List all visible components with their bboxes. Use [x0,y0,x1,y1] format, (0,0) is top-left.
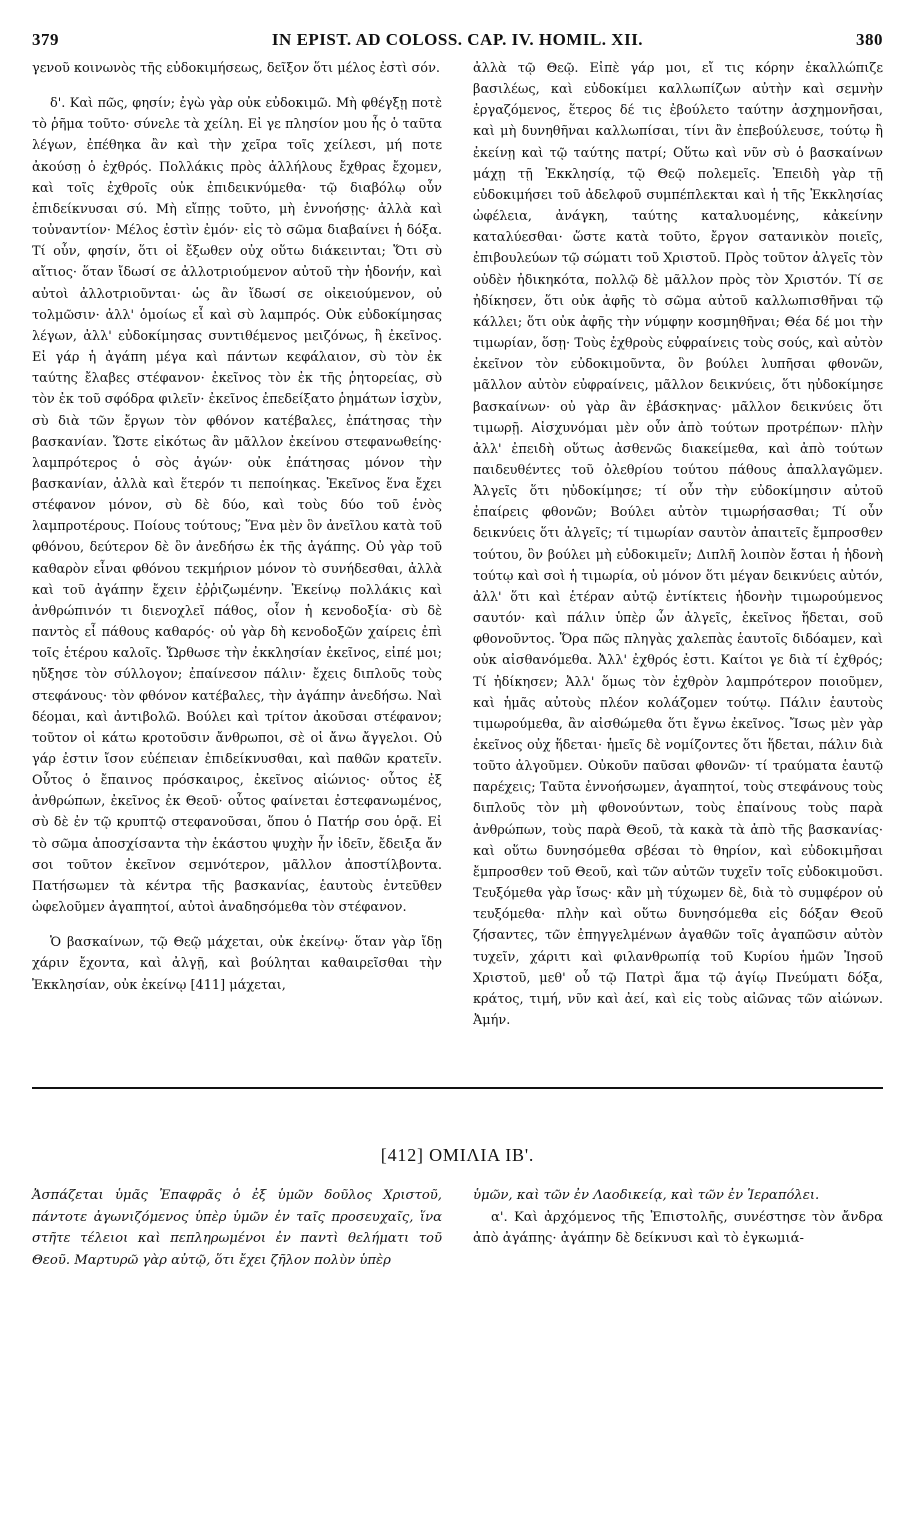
homily-columns [32,1185,883,1271]
scripture-lemma: Ἀσπάζεται ὑμᾶς Ἐπαφρᾶς ὁ ἐξ ὑμῶν δοῦλος Χριστοῦ, πάντοτε ἀγωνιζόμενος ὑπὲρ ὑμῶν ἐν ταῖς προσευχαῖς, ἵνα στῆτε τέλειοι καὶ πεπληρωμένοι ἐν παντὶ θελήματι τοῦ Θεοῦ. Μαρτυρῶ γὰρ αὐτῷ, ὅτι ἔχει ζῆλον πολὺν ὑπὲρ [32,1188,442,1268]
paragraph: γενοῦ κοινωνὸς τῆς εὐδοκιμήσεως, δεῖξον ὅτι μέλος ἐστὶ σόν. [32,61,440,76]
homily-left-column [32,1185,442,1271]
page-number-left: 379 [32,30,59,49]
section-divider [32,1087,883,1089]
main-columns [32,58,883,1031]
right-column [473,58,883,1031]
homily-opening-paragraph: α'. Καὶ ἀρχόμενος τῆς Ἐπιστολῆς, συνέστησε τὸν ἄνδρα ἀπὸ ἀγάπης· ἀγάπην δὲ δείκνυσι καὶ τὸ ἐγκωμιά- [473,1209,883,1247]
left-column [32,58,442,1031]
paragraph: δ'. Καὶ πῶς, φησίν; ἐγὼ γὰρ οὐκ εὐδοκιμῶ. Μὴ φθέγξῃ ποτὲ τὸ ῥῆμα τοῦτο· σύνελε τὰ χείλη. Εἰ γε πλησίον μου ἧς ὁ ταῦτα λέγων, ἐπέθηκα ἂν καὶ τὴν χεῖρα τοῖς χείλεσι, μή ποτε ἀκούσῃ ὁ ἐχθρός. Πολλάκις πρὸς ἀλλήλους ἔχθρας ἔχομεν, καὶ τοῖς ἐχθροῖς οὐκ ἐπιδεικνύμεθα· τῷ διαβόλῳ οὖν ἐπιδείκνυσαι σύ. Μὴ εἴπῃς τοῦτο, μὴ ἐννοήσῃς· ἀλλὰ καὶ τοὐναντίον· Μέλος ἐστὶν ἐμόν· εἰς τὸ σῶμα διαβαίνει ἡ δόξα. Τί οὖν, φησίν, ὅτι οἱ ἔξωθεν οὐχ οὕτω διάκεινται; Ὅτι σὺ αἴτιος· ὅταν ἴδωσί σε ἀλλοτριούμενον αὐτοῦ τὴν ἡδονήν, καὶ αὐτοὶ ἀλλοτριοῦνται· ὡς ἂν ἴδωσί σε οἰκειούμενον, οὐ τολμῶσιν· ἀλλ' ὁμοίως εἶ καὶ σὺ λαμπρός. Οὐκ εὐδοκίμησας λέγων, ἀλλ' εὐδοκίμησας συντιθέμενος μειζόνως, ἢ ἐκεῖνος. Εἰ γάρ ἡ ἀγάπη μέγα καὶ πάντων κεφάλαιον, σὺ τὸν ἐκ ταύτης ἔλαβες στέφανον· ἐκεῖνος τὸν ἐκ τῆς ῥητορείας, σὺ τὸν ἐκ τοῦ σφόδρα φιλεῖν· ἐκεῖνος ἐπεδείξατο ῥημάτων ἰσχὺν, σὺ διὰ τῶν ἔργων τὸν φθόνον κατέβαλες, ἐπάτησας τὴν βασκανίαν. Ὥστε εἰκότως ἂν μᾶλλον ἐκείνου στεφανωθείης· λαμπρότερος ὁ σὸς ἀγών· οὐκ ἐπάτησας μόνον τὴν βασκανίαν, ἀλλὰ καὶ ἕτερόν τι πεποίηκας. Ἐκεῖνος ἕνα ἔχει στέφανον μόνον, σὺ δὲ δύο, καὶ τοὺς δύο τοῦ ἑνὸς λαμπροτέρους. Ποίους τούτους; Ἕνα μὲν ὃν ἀνεῖλου κατὰ τοῦ φθόνου, δεύτερον δὲ ὃν ἀνεδήσω ἐκ τῆς ἀγάπης. Οὐ γὰρ τοῦ καθαρὸν εἶναι φθόνου τεκμήριον μόνον τὸ συνήδεσθαι, ἀλλὰ καὶ τοῦ ἀγάπην ἔχειν ἐῤῥιζωμένην. Ἐκείνῳ πολλάκις καὶ ἀνθρώπινόν τι διενοχλεῖ πάθος, οἷον ἡ κενοδοξία· σὺ δὲ παντὸς εἶ πάθους καθαρός· οὐ γὰρ δὴ κενοδοξῶν χαίρεις ἐπὶ τοῖς ἑτέρου καλοῖς. Ὤρθωσε τὴν ἐκκλησίαν ἐκεῖνος, εἰπέ μοι; ηὔξησε τὸν σύλλογον; ἐπαίνεσον πάλιν· ἔχεις διπλοῦς τοὺς στεφάνους· τὸν φθόνον κατέβαλες, τὴν ἀγάπην ἀνεδήσω. Ναὶ δέομαι, καὶ ἀντιβολῶ. Βούλει καὶ τρίτον ἀκοῦσαι στέφανον; τοῦτον οἱ κάτω κροτοῦσιν ἄνθρωποι, σὲ οἱ ἄνω ἄγγελοι. Οὐ γάρ ἐστιν ἴσον εὐέπειαν ἐπιδείκνυσθαι, καὶ παθῶν κρατεῖν. Οὗτος ὁ ἔπαινος πρόσκαιρος, ἐκεῖνος αἰώνιος· οὗτος ἐξ ἀνθρώπων, ἐκεῖνος ἐκ Θεοῦ· οὗτος φαίνεται ἐστεφανωμένος, σὺ δὲ ἐν τῷ κρυπτῷ στεφανοῦσαι, ὅπου ὁ Πατήρ σου ὁρᾷ. Εἰ τὸ σῶμα ἀποσχίσαντα τὴν ἑκάστου ψυχὴν ἦν ἰδεῖν, ἔδειξα ἄν σοι τοῦτον ἐκεῖνον σεμνότερον, μᾶλλον ἀποστίλβοντα. Πατήσωμεν τὰ κέντρα τῆς βασκανίας, ἑαυτοὺς ἐντεῦθεν ὠφελοῦμεν ἀγαπητοί, αὐτοὶ ἀναδησόμεθα τὸν στέφανον. [32,96,443,916]
homily-right-column [473,1185,883,1271]
running-title: IN EPIST. AD COLOSS. CAP. IV. HOMIL. XII. [271,30,644,49]
homily-title: [412] ΟΜΙΛΙΑ ΙΒ'. [380,1145,535,1166]
running-head [32,30,883,58]
paragraph: ἀλλὰ τῷ Θεῷ. Εἰπὲ γάρ μοι, εἴ τις κόρην ἐκαλλώπιζε βασιλέως, καὶ εὐδοκίμει καλλωπίζων αὐτὴν καὶ σεμνὴν ἐργαζόμενος, ἕτερος δέ τις ἐβούλετο ταύτην ἀσχημονῆσαι, καὶ μὴ δυνηθῆναι καλλωπίσαι, τίνι ἂν ἐπεβούλευσε, τούτῳ ἢ ἐκείνῃ καὶ τῷ ταύτης πατρί; Οὕτω καὶ νῦν σὺ ὁ βασκαίνων μάχῃ τῇ Ἐκκλησίᾳ, τῷ Θεῷ πολεμεῖς. Ἐπειδὴ γὰρ τῇ εὐδοκιμήσει τοῦ ἀδελφοῦ συμπέπλεκται καὶ ἡ τῆς Ἐκκλησίας ὠφέλεια, ἀνάγκη, ταύτης καταλυομένης, κἀκείνην καταλύεσθαι· ὥστε κατὰ τοῦτο, ἔργον σατανικὸν ποιεῖς, ἐπιβουλεύων τῷ σώματι τοῦ Χριστοῦ. Πρὸς τοῦτον ἀλγεῖς τὸν οὐδὲν ἠδικηκότα, πολλῷ δὲ μᾶλλον πρὸς τὸν Χριστόν. Τί σε ἠδίκησεν, ὅτι οὐκ ἀφῆς τὸ σῶμα αὐτοῦ καλλωπισθῆναι τῷ κάλλει; ὅτι οὐκ ἀφῆς τὴν νύμφην κοσμηθῆναι; Θέα δέ μοι τὴν τιμωρίαν, ὅσῃ· Τοὺς ἐχθροὺς εὐφραίνεις τοὺς σούς, καὶ αὐτὸν ἐκεῖνον τὸν εὐδοκιμοῦντα, ὃν βούλει λυπῆσαι φθονῶν, μᾶλλον αὐτὸν εὐφραίνεις, μᾶλλον δεικνύεις, ὅτι ηὐδοκίμησε βασκαίνων· οὐ γὰρ ἂν ἐβάσκηνας· μᾶλλον δεικνύεις ὅτι τιμωρῇ. Αἰσχυνόμαι μὲν οὖν ἀπὸ τούτων προτρέπων· πλὴν ἀλλ' ἐπειδὴ οὕτως ἀσθενῶς διακείμεθα, καὶ ἀπὸ τούτων παιδευθέντες τοῦ ὀλεθρίου τούτου πάθους ἀπαλλαγῶμεν. Ἀλγεῖς ὅτι ηὐδοκίμησε; τί οὖν τὴν εὐδοκίμησιν αὐτοῦ ἐπαίρεις φθονῶν; Βούλει αὐτὸν τιμωρήσασθαι; Τί οὖν δεικνύεις ὅτι ἀλγεῖς; τί τιμωρίαν σαυτὸν ἀπαιτεῖς ἔμπροσθεν τούτου, ὃν βούλει μὴ εὐδοκιμεῖν; Διπλῆ λοιπὸν ἔσται ἡ ἡδονὴ τούτῳ καὶ σοὶ ἡ τιμωρία, οὐ μόνον ὅτι μέγαν δεικνύεις αὐτόν, ἀλλ' ὅτι καὶ ἑτέραν αὐτῷ ἐντίκτεις ἡδονὴν τιμωρούμενος σαυτόν· καὶ πάλιν ὑπὲρ ὧν ἀλγεῖς, ἐκεῖνος ἥδεται, σοῦ φθονοῦντος. Ὅρα πῶς πληγὰς χαλεπὰς ἑαυτοῖς διδόαμεν, καὶ οὐκ αἰσθανόμεθα. Ἀλλ' ἐχθρός ἐστι. Καίτοι γε διὰ τί ἐχθρός; Τί ἠδίκησεν; Ἀλλ' ὅμως τὸν ἐχθρὸν λαμπρότερον ποιοῦμεν, καὶ ἡμᾶς αὐτοὺς πλέον κολάζομεν τούτῳ. Πάλιν ἑαυτοὺς τιμωρούμεθα, ἂν αἰσθώμεθα ὅτι ἔγνω ἐκεῖνος. Ἴσως μὲν γὰρ ἐκεῖνος οὐχ ἥδεται· ἡμεῖς δὲ νομίζοντες ὅτι ἥδεται, πάλιν διὰ τοῦτο ἀλγοῦμεν. Οὐκοῦν παῦσαι φθονῶν· τί τραύματα ἑαυτῷ παρέχεις; Ταῦτα ἐννοήσωμεν, ἀγαπητοί, τοὺς στεφάνους τοὺς διπλοῦς τὸν μὴ φθονούντων, τοὺς ἐπαίνους τοὺς παρὰ ἀνθρώπων, τοὺς παρὰ Θεοῦ, τὰ κακὰ τὰ ἀπὸ τῆς βασκανίας· καὶ οὕτω δυνησόμεθα σβέσαι τὸ θηρίον, καὶ εὐδοκιμῆσαι ἔμπροσθεν τοῦ Θεοῦ, καὶ τῶν αὐτῶν τυχεῖν τοῖς εὐδοκιμοῦσι. Τευξόμεθα γὰρ ἴσως· κἂν μὴ τύχωμεν δὲ, διὰ τὸ συμφέρον οὐ τευξόμεθα· πλὴν καὶ οὕτω δυνησόμεθα εἰς δόξαν Θεοῦ ζήσαντες, τῶν ἐπηγγελμένων ἀγαθῶν τοῖς ἀγαπῶσιν αὐτὸν τυχεῖν, χάριτι καὶ φιλανθρωπίᾳ τοῦ Κυρίου ἡμῶν Ἰησοῦ Χριστοῦ, μεθ' οὗ τῷ Πατρὶ ἅμα τῷ ἁγίῳ Πνεύματι δόξα, κράτος, τιμή, νῦν καὶ ἀεί, καὶ εἰς τοὺς αἰῶνας τῶν αἰώνων. Ἀμήν. [473,61,883,1029]
page-number-right: 380 [855,30,883,49]
scripture-lemma-continued: ὑμῶν, καὶ τῶν ἐν Λαοδικείᾳ, καὶ τῶν ἐν Ἱεραπόλει. [473,1188,820,1204]
paragraph: Ὁ βασκαίνων, τῷ Θεῷ μάχεται, οὐκ ἐκείνῳ· ὅταν γὰρ ἴδῃ χάριν ἔχοντα, καὶ ἀλγῇ, καὶ βούληται καθαιρεῖσθαι τὴν Ἐκκλησίαν, οὐκ ἐκείνῳ [411] μάχεται, [32,935,442,993]
